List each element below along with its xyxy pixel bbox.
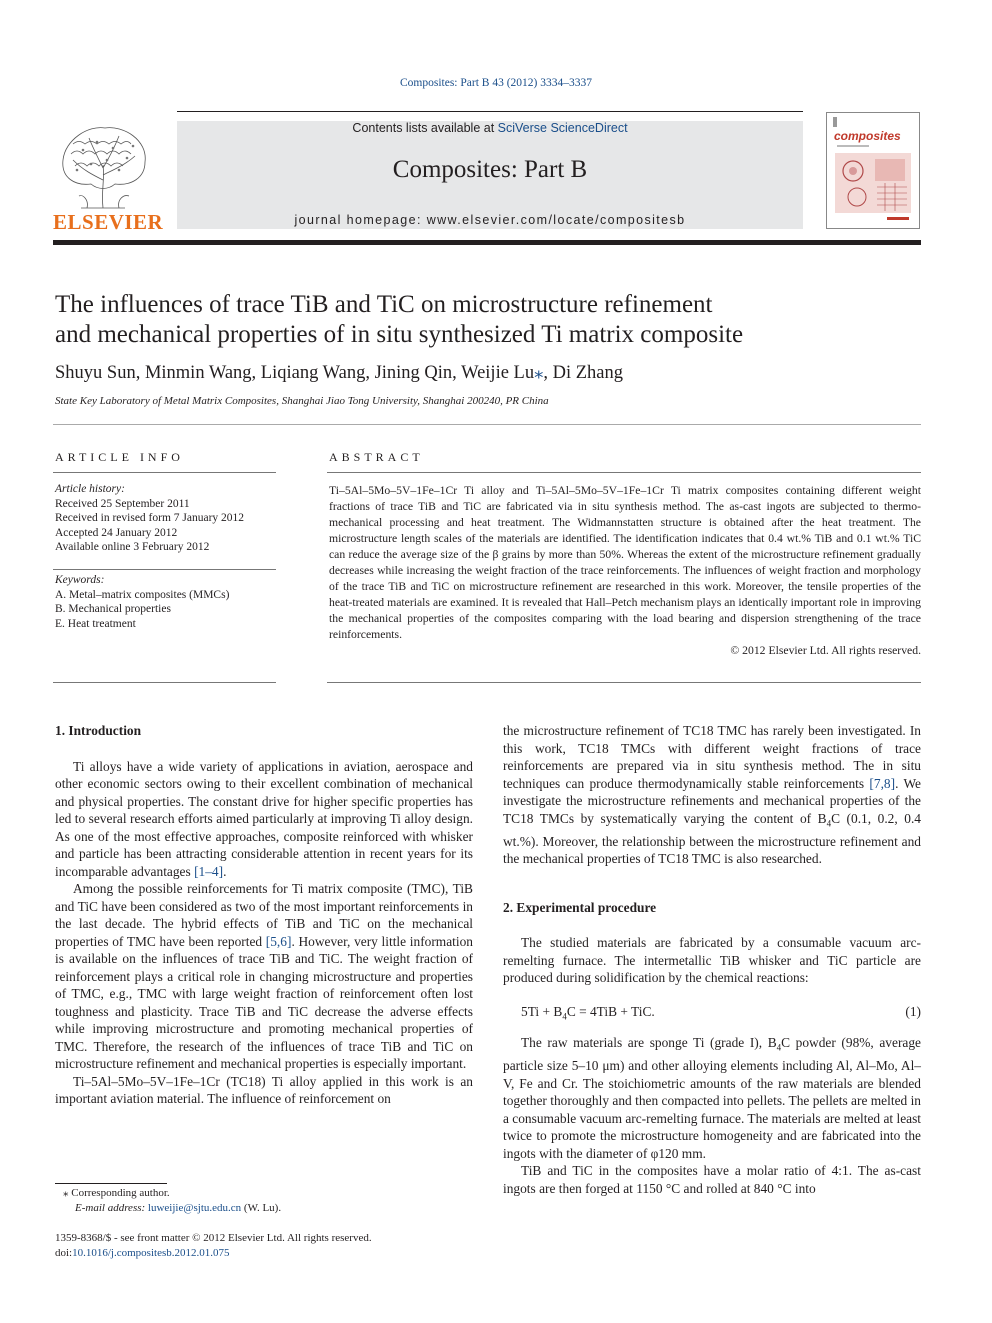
doi-link[interactable]: 10.1016/j.compositesb.2012.01.075	[72, 1246, 230, 1259]
email-note: E-mail address: luweijie@sjtu.edu.cn (W. Lu).	[75, 1201, 282, 1214]
author-email-link[interactable]: luweijie@sjtu.edu.cn	[147, 1201, 242, 1214]
history-received: Received 25 September 2011	[55, 497, 190, 510]
article-title	[55, 290, 915, 350]
experimental-paragraph-2: The raw materials are sponge Ti (grade I), $B_4C$ powder (98%, average particle size 5–10 μm) and other alloying elements including Al, Al–Mo, Al–V, Fe and Cr. The stoichiometric amounts of the raw materials are blended together thoroughly and then compacted into pellets. The pellets are melted in a consumable vacuum arc-remelting furnace. The materials are melted at least twice to promote the microstructure homogeneity and are fabricated into the ingots with the diameter of φ120 mm.	[503, 1034, 922, 1161]
citation-ref-5-6[interactable]: [5,6]	[265, 933, 292, 949]
equation-1	[503, 1003, 921, 1026]
article-history	[55, 482, 275, 555]
issn-line: 1359-8368/$ - see front matter © 2012 Elsevier Ltd. All rights reserved.	[55, 1232, 372, 1244]
intro-paragraph-1: Ti alloys have a wide variety of applications in aviation, aerospace and other economic sectors owing to their excellent combination of mechanical and physical properties. The constant drive for higher specific properties has led to several research efforts aimed particularly at improving Ti alloy design. As one of the most effective approaches, composite reinforced with whisker and particle has been attracting considerable attention in recent years for its incomparable advantages [1–4].	[55, 758, 473, 879]
header-rule	[177, 111, 803, 112]
body-column-left	[55, 722, 473, 1108]
page-footer	[55, 1231, 473, 1260]
body-column-right	[503, 722, 921, 1197]
footnote-rule	[55, 1183, 167, 1184]
history-online: Available online 3 February 2012	[55, 541, 210, 553]
footnotes	[55, 1186, 473, 1215]
homepage-prefix: journal homepage:	[294, 213, 427, 227]
article-info-rule	[53, 472, 276, 473]
doi-line: doi:10.1016/j.compositesb.2012.01.075	[55, 1246, 230, 1259]
journal-citation[interactable]: Composites: Part B 43 (2012) 3334–3337	[400, 77, 592, 89]
introduction-heading: 1. Introduction	[55, 723, 142, 738]
intro-paragraph-3: Ti–5Al–5Mo–5V–1Fe–1Cr (TC18) Ti alloy applied in this work is an important aviation material. The influence of reinforcement on	[55, 1073, 473, 1106]
journal-homepage	[177, 213, 803, 227]
sciencedirect-link[interactable]: SciVerse ScienceDirect	[497, 121, 628, 135]
affiliation: State Key Laboratory of Metal Matrix Composites, Shanghai Jiao Tong University, Shanghai 200240, PR China	[55, 395, 549, 407]
keywords-rule	[53, 682, 276, 683]
history-rule	[53, 569, 276, 570]
citation-ref-1-4[interactable]: [1–4]	[194, 863, 224, 879]
abstract-heading: ABSTRACT	[329, 450, 424, 464]
history-revised: Received in revised form 7 January 2012	[55, 512, 245, 524]
abstract-text: Ti–5Al–5Mo–5V–1Fe–1Cr Ti alloy and Ti–5Al–5Mo–5V–1Fe–1Cr Ti matrix composites containing different weight fractions of trace TiB and TiC are fabricated via in situ synthesis method. The as-cast ingots are subjected to thermo-mechanical processing and heat treatment. The Widmannstatten structure is obtained after the heat treatment. The microstructure length scales of the materials are identified. The identification indicates that 0.4 wt.% TiB and 0.1 wt.% TiC can reduce the average size of the β grains by more than 50%. Whereas the extent of the microstructure refinement gradually decreases while increasing the weight fraction of the trace reinforcements. The influences of weight fraction and morphology of the trace TiB and TiC on microstructure refinement are researched in this work. Moreover, the tensile properties of the heat-treated materials are examined. It is revealed that Hall–Petch mechanism plays an identically important role in improving the mechanical properties of the composites comparing with the load bearing and dispersion strengthening of the trace reinforcements.	[329, 484, 921, 641]
elsevier-wordmark[interactable]: ELSEVIER	[53, 210, 164, 234]
history-accepted: Accepted 24 January 2012	[55, 526, 178, 539]
contents-prefix: Contents lists available at	[352, 121, 498, 135]
corresponding-author-mark[interactable]: ⁎	[534, 363, 544, 383]
contents-availability	[177, 121, 803, 135]
experimental-heading: 2. Experimental procedure	[503, 899, 657, 915]
history-label: Article history:	[55, 483, 125, 495]
journal-cover[interactable]	[826, 112, 920, 229]
homepage-url[interactable]: www.elsevier.com/locate/compositesb	[426, 213, 686, 227]
corresponding-author-note: ⁎ Corresponding author.	[63, 1187, 170, 1199]
keyword-item: E. Heat treatment	[55, 617, 136, 630]
cover-title: composites	[834, 129, 901, 143]
citation-ref-7-8[interactable]: [7,8]	[869, 775, 896, 791]
intro-paragraph-4: the microstructure refinement of TC18 TMC has rarely been investigated. In this work, TC18 TMCs with different weight fractions of trace reinforcements are prepared via in situ synthesis method. The in situ techniques can produce thermodynamically stable reinforcements [7,8]. We investigate the microstructure refinements and mechanical properties of the TC18 TMCs by systematically varying the content of $B_4C$ (0.1, 0.2, 0.4 wt.%). Moreover, the relationship between the microstructure refinement and the mechanical properties of TC18 TMC is also researched.	[503, 723, 922, 867]
abstract-bottom-rule	[327, 682, 921, 683]
authors-main: Shuyu Sun, Minmin Wang, Liqiang Wang, Jining Qin, Weijie Lu	[55, 363, 535, 383]
author-list	[55, 362, 915, 384]
authors-tail: , Di Zhang	[543, 363, 623, 383]
abstract-copyright: © 2012 Elsevier Ltd. All rights reserved.	[730, 644, 921, 657]
title-separator	[53, 424, 921, 425]
abstract-rule	[327, 472, 921, 473]
abstract-body	[329, 483, 921, 659]
title-line-1: The influences of trace TiB and TiC on microstructure refinement	[55, 291, 713, 318]
keywords-label: Keywords:	[55, 574, 105, 586]
article-info-heading: ARTICLE INFO	[55, 450, 184, 464]
keyword-item: B. Mechanical properties	[55, 603, 171, 615]
title-line-2: and mechanical properties of in situ synthesized Ti matrix composite	[55, 321, 744, 348]
keywords	[55, 573, 275, 631]
experimental-paragraph-3: TiB and TiC in the composites have a molar ratio of 4:1. The as-cast ingots are then forged at 1150 °C and rolled at 840 °C into	[503, 1163, 921, 1196]
journal-title: Composites: Part B	[392, 156, 588, 183]
header-thick-rule	[53, 240, 921, 245]
intro-paragraph-2: Among the possible reinforcements for Ti matrix composite (TMC), TiB and TiC have been considered as two of the most important reinforcements in the last decade. The hybrid effects of TiB and TiC on the mechanical properties of TMC have been reported [5,6]. However, very little information is available on the influences of trace TiB and TiC. The weight fraction of reinforcement plays a critical role in changing microstructure and properties of TMC, e.g., TMC with large weight fraction of reinforcement often lost toughness and plasticity. Trace TiB and TiC decrease the adverse effects while improving microstructure and promoting mechanical properties of TMC. Therefore, the research of the influences of trace TiB and TiC on microstructure refinement and mechanical properties is especially important.	[55, 881, 474, 1071]
cover-art	[827, 113, 919, 228]
keyword-item: A. Metal–matrix composites (MMCs)	[55, 588, 230, 601]
equation-expression: $5Ti + B_4C = 4TiB$ + TiC.	[521, 1003, 655, 1022]
experimental-paragraph-1: The studied materials are fabricated by a consumable vacuum arc-remelting furnace. The intermetallic TiB whisker and TiC particle are produced during solidification by the chemical reactions:	[503, 935, 921, 986]
equation-number: (1)	[905, 1003, 921, 1019]
